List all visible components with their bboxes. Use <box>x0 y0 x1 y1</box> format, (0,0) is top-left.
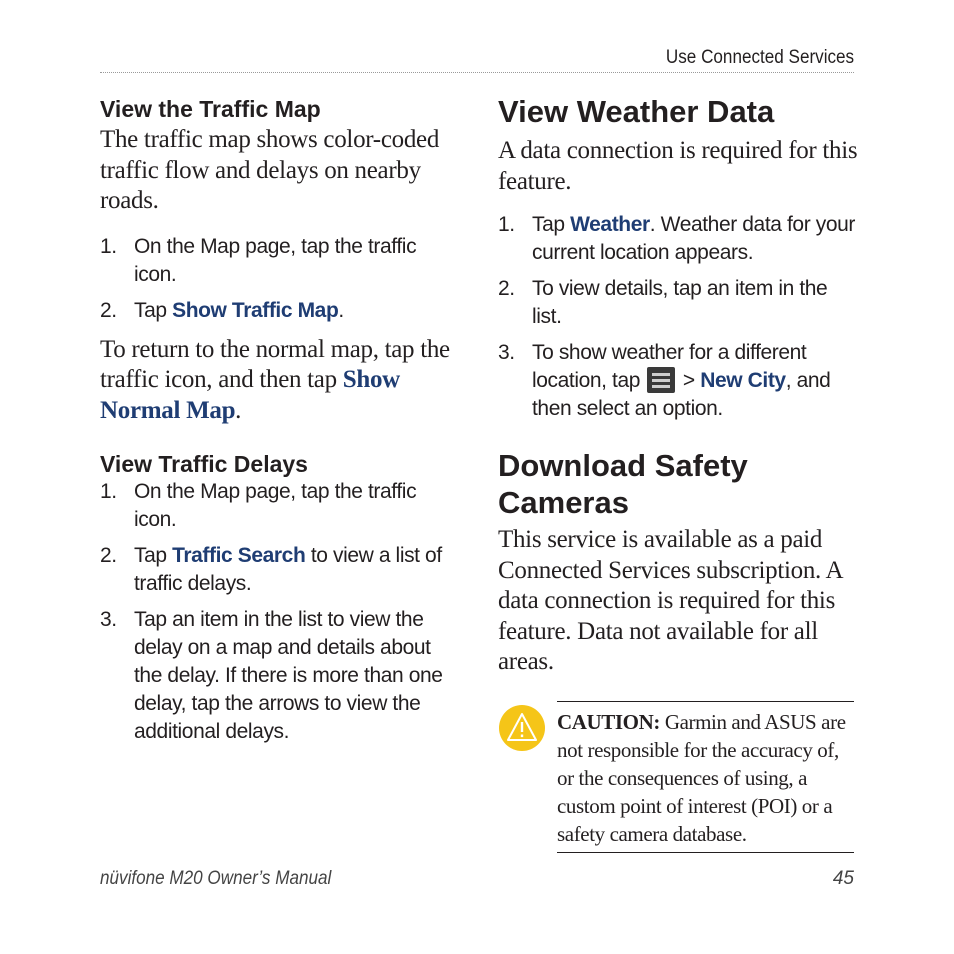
step-text: To view details, tap an item in the list. <box>532 277 828 328</box>
step-text: to view a list of traffic delays. <box>134 544 442 595</box>
step-number: 3. <box>100 608 117 631</box>
weather-keyword: Weather <box>570 213 650 236</box>
left-column <box>100 95 450 746</box>
footer-manual-title: nüvifone M20 Owner’s Manual <box>100 868 332 889</box>
weather-intro: A data connection is required for this feature. <box>498 137 858 195</box>
menu-icon <box>647 367 675 393</box>
show-normal-map-keyword: Show Normal Map <box>100 366 400 424</box>
step-text: , and then select an option. <box>532 369 831 420</box>
heading-view-traffic-map: View the Traffic Map <box>100 96 321 122</box>
caution-warning-icon <box>498 704 546 752</box>
heading-line: Cameras <box>498 485 629 520</box>
cameras-intro: This service is available as a paid Connected Services subscription. A data connection is required for this feature. Data not available for all areas. <box>498 526 842 675</box>
list-item <box>100 542 450 598</box>
list-item <box>100 233 450 289</box>
step-number: 2. <box>100 298 117 322</box>
step-number: 1. <box>100 480 117 503</box>
list-item <box>100 478 450 534</box>
return-to-map-paragraph <box>100 335 450 427</box>
right-column <box>498 93 858 678</box>
step-text: To show weather for a different location, tap <box>532 341 807 392</box>
caution-callout <box>557 701 854 853</box>
list-item <box>498 339 858 423</box>
heading-line: Download Safety <box>498 448 748 483</box>
weather-steps <box>498 211 858 423</box>
step-number: 2. <box>498 277 515 300</box>
step-text: Tap <box>532 213 571 236</box>
step-text: On the Map page, tap the traffic icon. <box>134 480 417 531</box>
heading-view-traffic-delays: View Traffic Delays <box>100 451 308 477</box>
step-text: On the Map page, tap the traffic icon. <box>134 234 417 286</box>
header-divider <box>100 72 854 73</box>
traffic-map-steps <box>100 233 450 325</box>
caution-body: Garmin and ASUS are not responsible for the accuracy of, or the consequences of using, a custom point of interest (POI) or a safety camera database. <box>557 710 846 846</box>
list-item <box>100 297 450 325</box>
show-traffic-map-keyword: Show Traffic Map <box>172 298 339 322</box>
step-text: Tap an item in the list to view the delay on a map and details about the delay. If there is more than one delay, tap the arrows to view the additional delays. <box>134 608 443 743</box>
new-city-keyword: New City <box>700 369 786 392</box>
step-text: . <box>338 298 344 322</box>
list-item <box>498 275 858 331</box>
page-number: 45 <box>832 868 854 889</box>
step-text: . Weather data for your current location appears. <box>532 213 855 264</box>
step-number: 1. <box>100 234 117 258</box>
step-number: 3. <box>498 341 515 364</box>
traffic-search-keyword: Traffic Search <box>172 544 306 567</box>
traffic-delays-steps <box>100 478 450 746</box>
list-item <box>100 606 450 746</box>
heading-view-weather-data: View Weather Data <box>498 94 775 129</box>
list-item <box>498 211 858 267</box>
running-header: Use Connected Services <box>665 47 854 68</box>
step-number: 1. <box>498 213 515 236</box>
paragraph-text: . <box>235 396 242 424</box>
step-text: Tap <box>134 298 173 322</box>
paragraph-text: To return to the normal map, tap the traffic icon, and then tap <box>100 335 450 393</box>
caution-label: CAUTION: <box>557 710 660 734</box>
traffic-map-intro: The traffic map shows color-coded traffic flow and delays on nearby roads. <box>100 126 440 214</box>
caution-text <box>557 708 854 848</box>
step-text: Tap <box>134 544 173 567</box>
step-text: > <box>677 369 701 392</box>
step-number: 2. <box>100 544 117 567</box>
heading-download-safety-cameras <box>498 447 858 521</box>
